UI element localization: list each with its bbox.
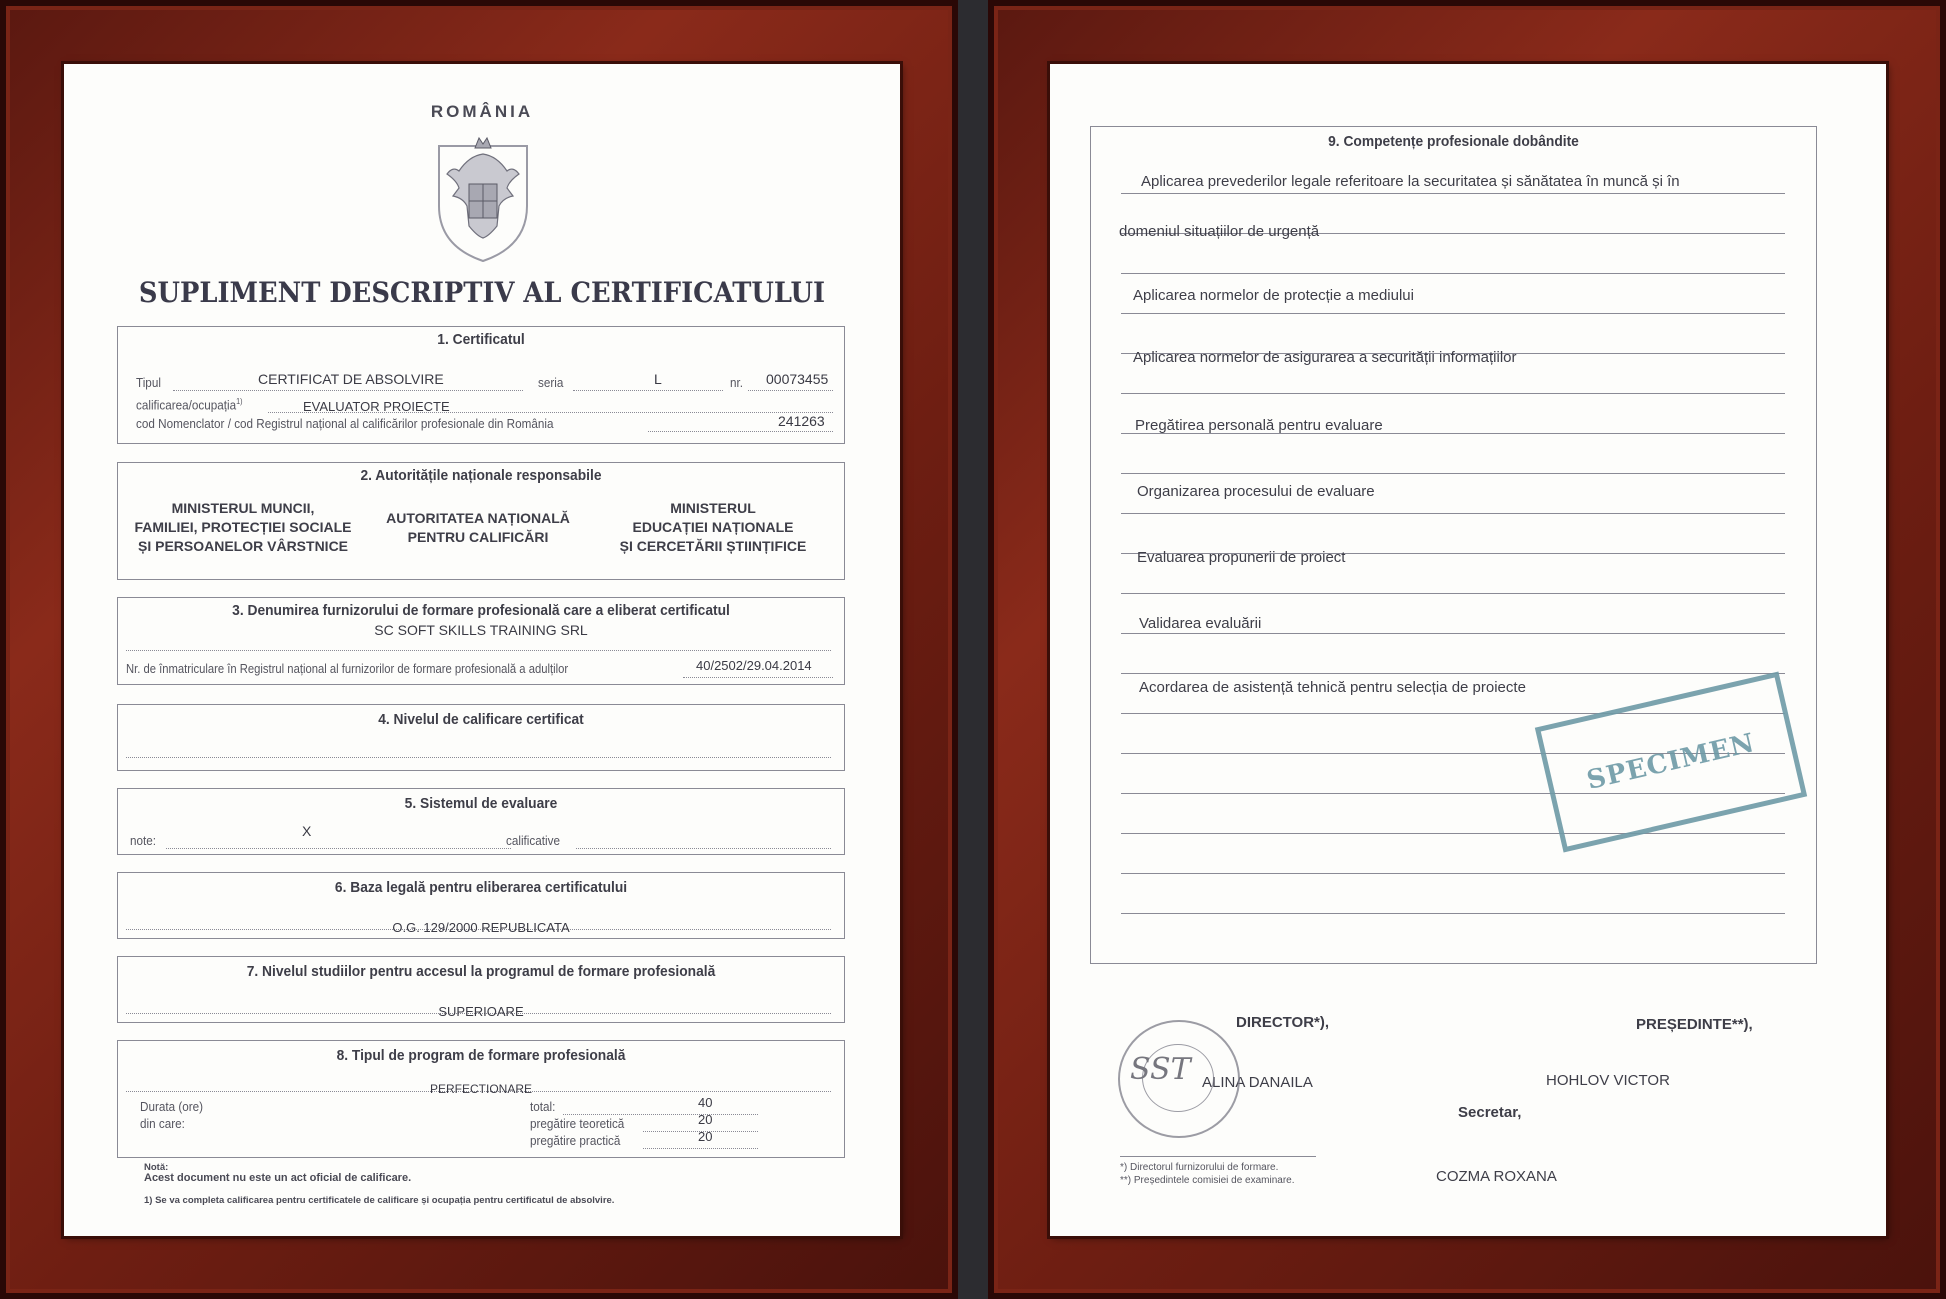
footnote-director: *) Directorul furnizorului de formare. bbox=[1120, 1162, 1279, 1173]
ministry-labour-line2: FAMILIEI, PROTECȚIEI SOCIALE bbox=[134, 519, 352, 535]
director-name: ALINA DANAILA bbox=[1202, 1074, 1313, 1091]
registration-label: Nr. de înmatriculare în Registrul național al furnizorilor de formare profesională a adulților bbox=[126, 662, 569, 676]
authority-line1: AUTORITATEA NAȚIONALĂ bbox=[386, 510, 570, 526]
authority-line2: PENTRU CALIFICĂRI bbox=[407, 529, 549, 545]
seria-label: seria bbox=[538, 375, 564, 390]
competence-rule bbox=[1121, 593, 1785, 594]
competence-rule bbox=[1121, 473, 1785, 474]
certificate-supplement-page bbox=[64, 64, 900, 1236]
study-level-value: SUPERIOARE bbox=[438, 1004, 524, 1019]
registration-value: 40/2502/29.04.2014 bbox=[696, 658, 812, 673]
calificare-footnote-mark: 1) bbox=[236, 397, 243, 406]
section-6-title: 6. Baza legală pentru eliberarea certificatului bbox=[334, 879, 628, 896]
provider-name: SC SOFT SKILLS TRAINING SRL bbox=[374, 622, 588, 638]
practica-value: 20 bbox=[698, 1129, 713, 1144]
competence-item: Acordarea de asistență tehnică pentru selecția de proiecte bbox=[1139, 679, 1526, 696]
competence-rule bbox=[1121, 913, 1785, 914]
competence-rule bbox=[1121, 193, 1785, 194]
country-header: ROMÂNIA bbox=[430, 102, 534, 121]
section-7-title: 7. Nivelul studiilor pentru accesul la programul de formare profesională bbox=[246, 963, 716, 980]
competence-item: Aplicarea normelor de protecție a mediului bbox=[1133, 287, 1414, 304]
section-3-provider bbox=[117, 597, 845, 685]
cod-label: cod Nomenclator / cod Registrul național al calificărilor profesionale din România bbox=[136, 416, 554, 431]
secretar-label: Secretar, bbox=[1458, 1104, 1522, 1121]
document-title: SUPLIMENT DESCRIPTIV AL CERTIFICATULUI bbox=[138, 276, 826, 309]
section-4-title: 4. Nivelul de calificare certificat bbox=[378, 711, 584, 728]
nr-label: nr. bbox=[730, 375, 744, 390]
note-line-1: Acest document nu este un act oficial de calificare. bbox=[144, 1172, 412, 1184]
ministry-labour-line1: MINISTERUL MUNCII, bbox=[171, 500, 315, 516]
total-label: total: bbox=[530, 1099, 556, 1114]
ministry-education-line3: ȘI CERCETĂRII ȘTIINȚIFICE bbox=[619, 538, 807, 554]
ministry-labour-line3: ȘI PERSOANELOR VÂRSTNICE bbox=[137, 538, 349, 554]
seria-dots bbox=[573, 390, 723, 391]
durata-label: Durata (ore) bbox=[140, 1099, 204, 1114]
note-value: X bbox=[302, 823, 312, 839]
seal-logo: SST bbox=[1130, 1052, 1191, 1087]
competence-rule bbox=[1121, 313, 1785, 314]
seria-value: L bbox=[654, 371, 662, 387]
total-value: 40 bbox=[698, 1095, 713, 1110]
section-5-evaluation bbox=[117, 788, 845, 855]
national-qualifications-authority bbox=[363, 509, 593, 547]
cod-dots bbox=[648, 431, 833, 432]
nr-dots bbox=[748, 390, 833, 391]
provider-seal bbox=[1118, 1020, 1240, 1138]
competence-item: Evaluarea propunerii de proiect bbox=[1137, 549, 1346, 566]
tip-dots bbox=[173, 390, 523, 391]
teoretica-label: pregătire teoretică bbox=[530, 1116, 625, 1131]
nr-value: 00073455 bbox=[766, 371, 829, 387]
ministry-education-line2: EDUCAȚIEI NAȚIONALE bbox=[632, 519, 794, 535]
calificare-label-text: calificarea/ocupația bbox=[136, 397, 237, 413]
section-2-title: 2. Autoritățile naționale responsabile bbox=[360, 467, 602, 484]
section-1-title: 1. Certificatul bbox=[437, 331, 525, 348]
level-dots bbox=[126, 757, 831, 758]
ministry-education bbox=[598, 499, 828, 556]
section-5-title: 5. Sistemul de evaluare bbox=[404, 795, 558, 812]
section-8-title: 8. Tipul de program de formare profesională bbox=[336, 1047, 626, 1064]
note-heading: Notă: bbox=[144, 1162, 169, 1173]
secretar-name: COZMA ROXANA bbox=[1436, 1168, 1557, 1185]
footnote-rule bbox=[1120, 1156, 1316, 1157]
competence-rule bbox=[1121, 873, 1785, 874]
section-9-competences bbox=[1090, 126, 1817, 964]
legal-basis-value: O.G. 129/2000 REPUBLICATA bbox=[392, 920, 570, 935]
ministry-labour bbox=[128, 499, 358, 556]
presedinte-label: PREȘEDINTE**), bbox=[1636, 1016, 1753, 1033]
program-type-value: PERFECTIONARE bbox=[429, 1082, 532, 1096]
competence-rule bbox=[1121, 273, 1785, 274]
calificare-label bbox=[136, 397, 243, 412]
tip-label: Tipul bbox=[136, 375, 161, 390]
competence-rule bbox=[1121, 673, 1785, 674]
teoretica-value: 20 bbox=[698, 1112, 713, 1127]
competence-item: domeniul situațiilor de urgență bbox=[1119, 223, 1320, 240]
competence-rule bbox=[1121, 513, 1785, 514]
tip-value: CERTIFICAT DE ABSOLVIRE bbox=[258, 371, 444, 387]
competence-item: Aplicarea normelor de asigurarea a securității informațiilor bbox=[1133, 349, 1517, 366]
note-dots bbox=[166, 848, 511, 849]
provider-dots bbox=[126, 650, 831, 651]
competence-rule bbox=[1121, 833, 1785, 834]
footnote-presedinte: **) Președintele comisiei de examinare. bbox=[1120, 1175, 1295, 1186]
competence-rule bbox=[1121, 393, 1785, 394]
section-9-title: 9. Competențe profesionale dobândite bbox=[1328, 133, 1579, 150]
competence-rule bbox=[1121, 633, 1785, 634]
total-dots bbox=[563, 1114, 758, 1115]
practica-dots bbox=[643, 1148, 758, 1149]
calificative-dots bbox=[576, 848, 831, 849]
section-6-legal-basis bbox=[117, 872, 845, 939]
ministry-education-line1: MINISTERUL bbox=[670, 500, 756, 516]
section-2-authorities bbox=[117, 462, 845, 580]
section-1-certificate bbox=[117, 326, 845, 444]
calificative-label: calificative bbox=[506, 833, 560, 848]
registration-dots bbox=[683, 677, 833, 678]
coat-of-arms-icon bbox=[429, 126, 537, 266]
section-3-title: 3. Denumirea furnizorului de formare profesională care a eliberat certificatul bbox=[232, 602, 730, 619]
section-4-level bbox=[117, 704, 845, 771]
competence-item: Aplicarea prevederilor legale referitoare la securitatea și sănătatea în muncă și în bbox=[1141, 173, 1680, 190]
presedinte-name: HOHLOV VICTOR bbox=[1546, 1072, 1670, 1089]
section-7-study-level bbox=[117, 956, 845, 1023]
competence-item: Pregătirea personală pentru evaluare bbox=[1135, 417, 1383, 434]
note-label: note: bbox=[130, 833, 157, 848]
competence-item: Validarea evaluării bbox=[1139, 615, 1262, 632]
specimen-stamp: SPECIMEN bbox=[1535, 672, 1807, 853]
cod-value: 241263 bbox=[778, 413, 825, 429]
director-label: DIRECTOR*), bbox=[1236, 1014, 1330, 1031]
note-line-2: 1) Se va completa calificarea pentru certificatele de calificare și ocupația pentru certificatul de absolvire. bbox=[144, 1195, 615, 1206]
competence-item: Organizarea procesului de evaluare bbox=[1137, 483, 1375, 500]
practica-label: pregătire practică bbox=[530, 1133, 621, 1148]
calificare-value: EVALUATOR PROIECTE bbox=[303, 399, 450, 414]
din-care-label: din care: bbox=[140, 1116, 185, 1131]
section-8-program-type bbox=[117, 1040, 845, 1158]
